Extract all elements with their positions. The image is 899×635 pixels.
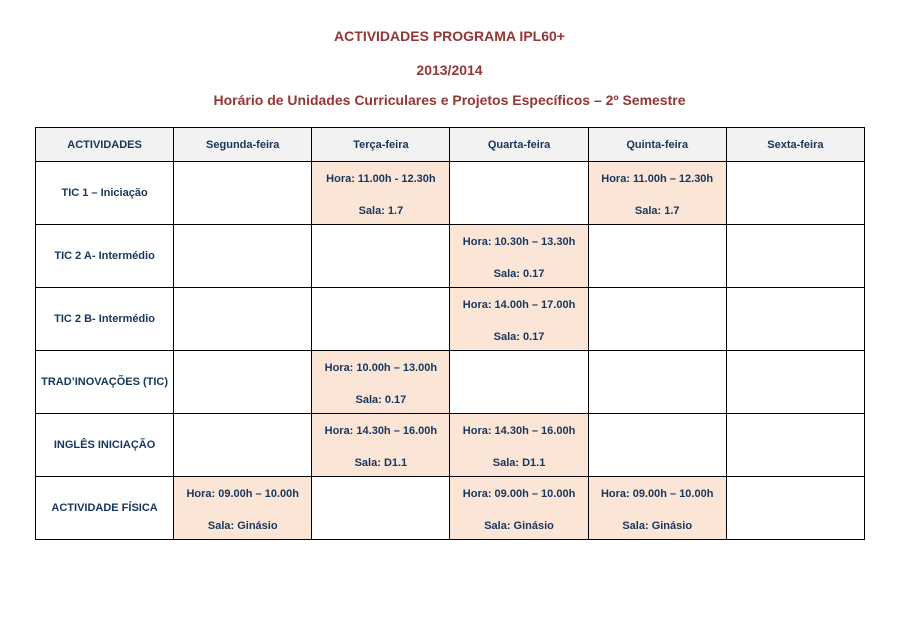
schedule-cell — [450, 225, 588, 288]
table-row — [36, 162, 865, 225]
activity-label: TIC 1 – Iniciação — [36, 162, 174, 225]
activity-label: TRAD’INOVAÇÕES (TIC) — [36, 351, 174, 414]
schedule-table — [35, 127, 865, 540]
table-row — [36, 351, 865, 414]
slot-sala: Sala: 0.17 — [493, 331, 545, 343]
schedule-cell — [312, 162, 450, 225]
schedule-cell — [174, 477, 312, 540]
slot-hora: Hora: 09.00h – 10.00h — [186, 488, 299, 500]
slot-hora: Hora: 14.30h – 16.00h — [324, 425, 438, 437]
schedule-cell-empty — [450, 351, 588, 414]
slot-hora: Hora: 09.00h – 10.00h — [600, 488, 714, 500]
schedule-cell-empty — [726, 288, 864, 351]
schedule-cell-empty — [312, 288, 450, 351]
activity-label: INGLÊS INICIAÇÃO — [36, 414, 174, 477]
slot-sala: Sala: 0.17 — [493, 268, 545, 280]
schedule-cell — [450, 288, 588, 351]
table-row — [36, 225, 865, 288]
schedule-cell-empty — [174, 414, 312, 477]
table-header-row — [36, 128, 865, 162]
document-header — [0, 0, 899, 108]
schedule-cell-empty — [174, 225, 312, 288]
column-header-segunda: Segunda-feira — [174, 128, 312, 162]
column-header-actividades: ACTIVIDADES — [36, 128, 174, 162]
schedule-cell-empty — [726, 162, 864, 225]
slot-sala: Sala: Ginásio — [622, 520, 693, 532]
column-header-terca: Terça-feira — [312, 128, 450, 162]
slot-hora: Hora: 11.00h – 12.30h — [601, 173, 714, 185]
page-title: ACTIVIDADES PROGRAMA IPL60+ — [334, 28, 565, 44]
slot-hora: Hora: 10.00h – 13.00h — [324, 362, 438, 374]
schedule-cell — [588, 477, 726, 540]
activity-label: TIC 2 B- Intermédio — [36, 288, 174, 351]
schedule-cell-empty — [588, 351, 726, 414]
slot-sala: Sala: D1.1 — [492, 457, 546, 469]
activity-label: TIC 2 A- Intermédio — [36, 225, 174, 288]
schedule-cell-empty — [588, 414, 726, 477]
slot-sala: Sala: Ginásio — [484, 520, 554, 532]
schedule-cell — [588, 162, 726, 225]
schedule-cell-empty — [174, 351, 312, 414]
slot-sala: Sala: Ginásio — [207, 520, 278, 532]
slot-hora: Hora: 14.30h – 16.00h — [462, 425, 576, 437]
activity-label: ACTIVIDADE FÍSICA — [36, 477, 174, 540]
slot-hora: Hora: 10.30h – 13.30h — [462, 236, 576, 248]
column-header-sexta: Sexta-feira — [726, 128, 864, 162]
slot-hora: Hora: 09.00h – 10.00h — [462, 488, 576, 500]
slot-sala: Sala: 1.7 — [634, 205, 680, 217]
page-subtitle-year: 2013/2014 — [416, 62, 483, 78]
schedule-cell-empty — [174, 162, 312, 225]
table-row — [36, 477, 865, 540]
schedule-cell-empty — [726, 351, 864, 414]
page-subtitle-schedule: Horário de Unidades Curriculares e Projetos Específicos – 2º Semestre — [213, 92, 686, 108]
schedule-cell-empty — [588, 288, 726, 351]
schedule-cell-empty — [174, 288, 312, 351]
schedule-cell — [312, 414, 450, 477]
schedule-cell-empty — [450, 162, 588, 225]
slot-sala: Sala: 1.7 — [358, 205, 404, 217]
schedule-cell-empty — [726, 477, 864, 540]
column-header-quinta: Quinta-feira — [588, 128, 726, 162]
schedule-cell-empty — [312, 477, 450, 540]
slot-hora: Hora: 14.00h – 17.00h — [462, 299, 576, 311]
schedule-cell-empty — [312, 225, 450, 288]
schedule-cell — [450, 414, 588, 477]
schedule-cell-empty — [726, 225, 864, 288]
table-row — [36, 288, 865, 351]
schedule-cell — [450, 477, 588, 540]
schedule-cell-empty — [726, 414, 864, 477]
column-header-quarta: Quarta-feira — [450, 128, 588, 162]
schedule-cell-empty — [588, 225, 726, 288]
slot-sala: Sala: 0.17 — [355, 394, 407, 406]
table-row — [36, 414, 865, 477]
schedule-cell — [312, 351, 450, 414]
slot-sala: Sala: D1.1 — [354, 457, 408, 469]
slot-hora: Hora: 11.00h - 12.30h — [326, 173, 436, 185]
